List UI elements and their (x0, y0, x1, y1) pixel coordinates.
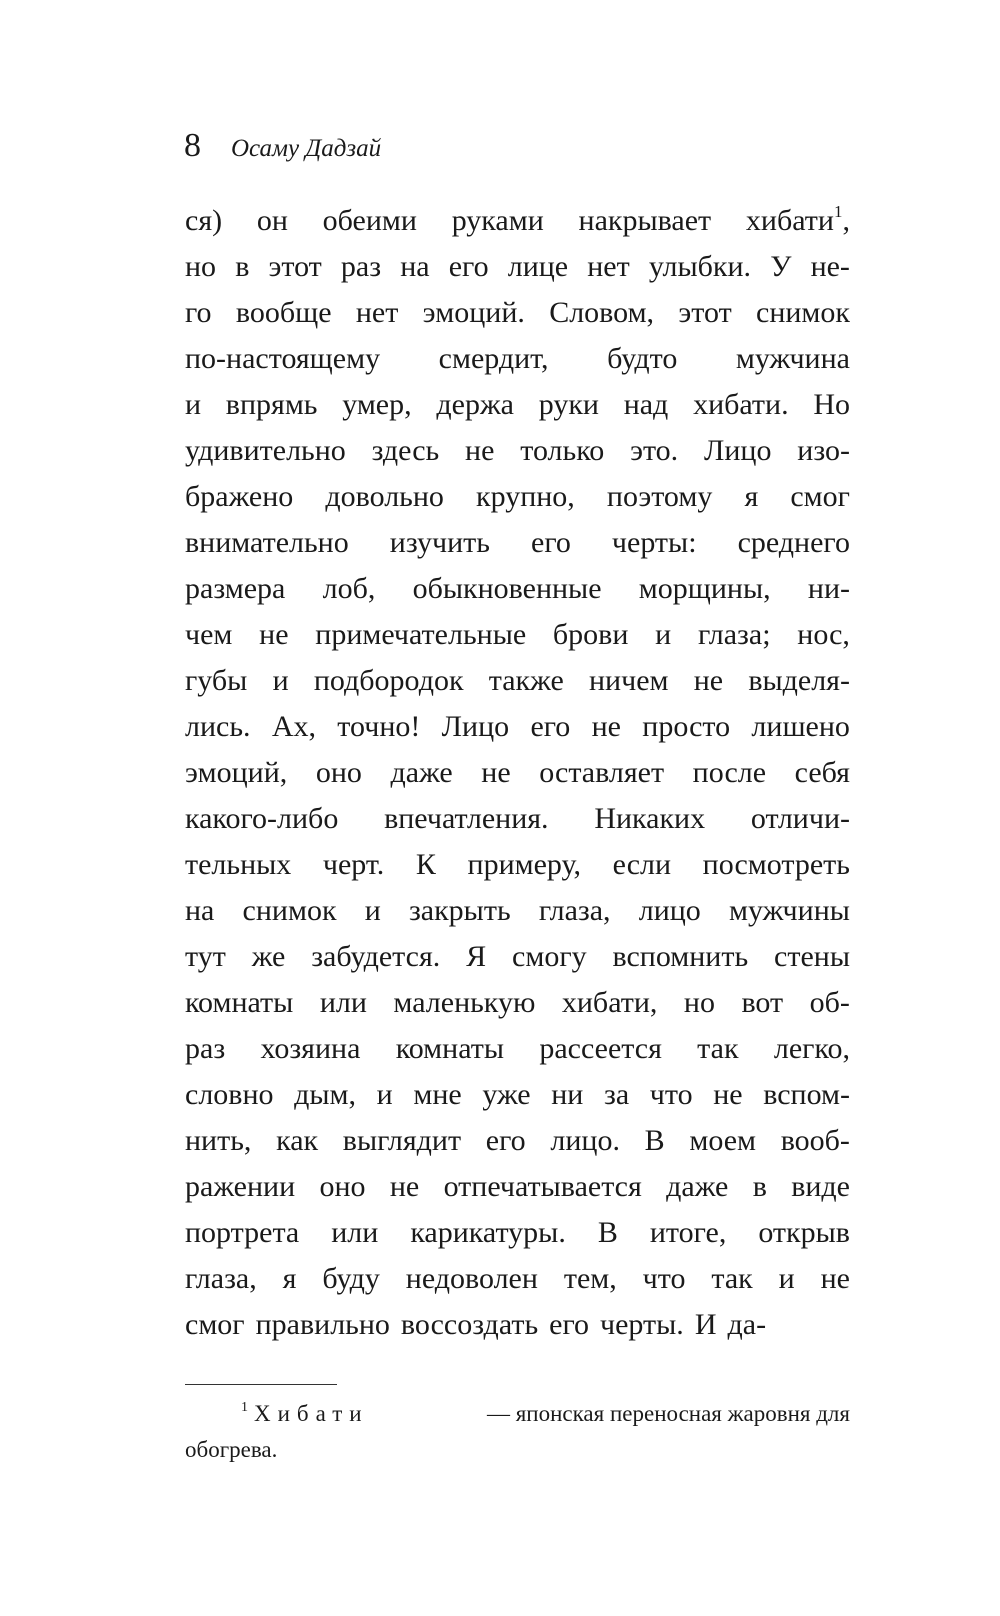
text-line: комнаты или маленькую хибати, но вот об- (185, 986, 850, 1019)
text-line: губы и подбородок также ничем не выделя- (185, 664, 850, 697)
text-line: глаза, я буду недоволен тем, что так и не (185, 1262, 850, 1295)
text-line: внимательно изучить его черты: среднего (185, 526, 850, 559)
footnote-term: Хибати (254, 1401, 369, 1426)
text-line: на снимок и закрыть глаза, лицо мужчины (185, 894, 850, 927)
text-line: удивительно здесь не только это. Лицо изо- (185, 434, 850, 467)
text-line: смог правильно воссоздать его черты. И да- (185, 1308, 767, 1341)
text-line: ражении оно не отпечатывается даже в виде (185, 1170, 850, 1203)
text-line: го вообще нет эмоций. Словом, этот снимок (185, 296, 850, 329)
text-line: ся) он обеими руками накрывает хибати$^1$, (185, 202, 850, 237)
text-line: портрета или карикатуры. В итоге, открыв (185, 1216, 850, 1249)
footnote-number: 1 (241, 1400, 248, 1415)
footnote (185, 1396, 850, 1468)
text-line: какого-либо впечатления. Никаких отличи- (185, 802, 850, 835)
body-text (185, 198, 850, 1348)
running-head (184, 126, 381, 166)
running-title-author: Осаму Дадзай (231, 135, 382, 162)
text-line: бражено довольно крупно, поэтому я смог (185, 480, 850, 513)
text-line: раз хозяина комнаты рассеется так легко, (185, 1032, 850, 1065)
text-line: но в этот раз на его лице нет улыбки. У не- (185, 250, 850, 283)
text-line: по-настоящему смердит, будто мужчина (185, 342, 850, 375)
footnote-line-2: обогрева. (185, 1437, 278, 1462)
page-number: 8 (184, 127, 201, 164)
footnote-reference: 1 (833, 202, 843, 221)
text-line: тельных черт. К примеру, если посмотреть (185, 848, 850, 881)
footnote-definition: — японская переносная жаровня для (486, 1401, 850, 1426)
text-line: и впрямь умер, держа руки над хибати. Но (185, 388, 850, 421)
footnote-rule (185, 1384, 337, 1385)
text-line: размера лоб, обыкновенные морщины, ни- (185, 572, 850, 605)
footnote-line-1 (185, 1396, 850, 1432)
text-line: словно дым, и мне уже ни за что не вспом- (185, 1078, 850, 1111)
text-line: лись. Ах, точно! Лицо его не просто лишено (185, 710, 850, 743)
text-line: эмоций, оно даже не оставляет после себя (185, 756, 850, 789)
text-line: чем не примечательные брови и глаза; нос, (185, 618, 850, 651)
text-line: тут же забудется. Я смогу вспомнить стены (185, 940, 850, 973)
text-line: нить, как выглядит его лицо. В моем вооб- (185, 1124, 850, 1157)
trailing-comma: , (842, 204, 850, 237)
